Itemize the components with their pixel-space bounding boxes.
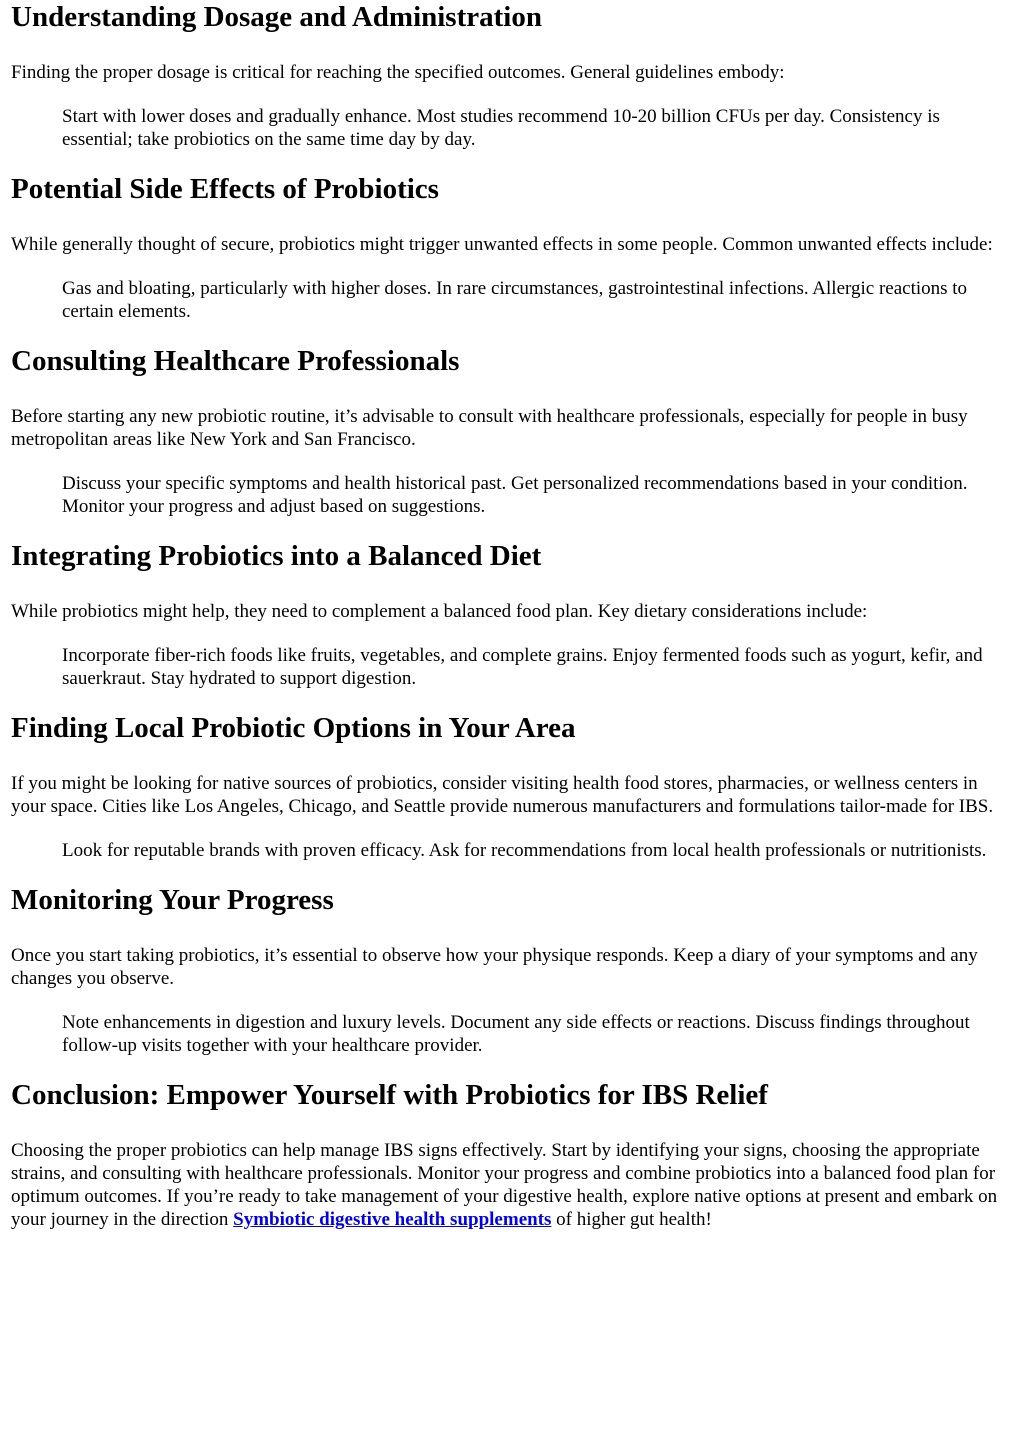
conclusion-text: Choosing the proper probiotics can help manage IBS signs effectively. Start by identifying your signs, choosing the appropriate strains, and consulting with healthcare professionals. Monitor your progress and combine probiotics into a balanced food plan for optimum outcomes. If you’re ready to take management of your digestive health, explore native options at present and embark on your journey in the direction — [11, 1140, 998, 1230]
section-detail: Start with lower doses and gradually enhance. Most studies recommend 10-20 billion CFUs per day. Consistency is essential; take probiotics on the same time day by day. — [62, 106, 940, 150]
section-heading: Integrating Probiotics into a Balanced Diet — [11, 540, 542, 572]
section-diet — [11, 539, 1013, 711]
section-detail: Incorporate fiber-rich foods like fruits, vegetables, and complete grains. Enjoy fermented foods such as yogurt, kefir, and sauerkraut. Stay hydrated to support digestion. — [62, 645, 983, 689]
section-heading: Monitoring Your Progress — [11, 884, 334, 916]
conclusion-heading: Conclusion: Empower Yourself with Probiotics for IBS Relief — [11, 1079, 768, 1111]
section-consulting — [11, 344, 1013, 539]
section-conclusion — [11, 1078, 1013, 1231]
section-heading: Finding Local Probiotic Options in Your Area — [11, 712, 576, 744]
conclusion-text-end: of higher gut health! — [551, 1209, 712, 1230]
section-intro: Once you start taking probiotics, it’s essential to observe how your physique responds. Keep a diary of your symptoms and any changes you observe. — [11, 945, 978, 989]
section-detail: Note enhancements in digestion and luxury levels. Document any side effects or reactions. Discuss findings throughout follow-up visits together with your healthcare provider. — [62, 1012, 970, 1056]
section-local-options — [11, 711, 1013, 883]
supplements-link[interactable]: Symbiotic digestive health supplements — [233, 1209, 552, 1230]
section-dosage — [11, 0, 1013, 172]
section-detail: Gas and bloating, particularly with higher doses. In rare circumstances, gastrointestinal infections. Allergic reactions to certain elements. — [62, 278, 968, 322]
section-intro: Finding the proper dosage is critical for reaching the specified outcomes. General guidelines embody: — [11, 62, 785, 83]
section-monitoring — [11, 883, 1013, 1078]
section-detail: Look for reputable brands with proven efficacy. Ask for recommendations from local health professionals or nutritionists. — [62, 840, 987, 861]
section-intro: While generally thought of secure, probiotics might trigger unwanted effects in some people. Common unwanted effects include: — [11, 234, 993, 255]
section-heading: Consulting Healthcare Professionals — [11, 345, 460, 377]
section-heading: Potential Side Effects of Probiotics — [11, 173, 439, 205]
section-intro: While probiotics might help, they need to complement a balanced food plan. Key dietary considerations include: — [11, 601, 868, 622]
section-intro: Before starting any new probiotic routine, it’s advisable to consult with healthcare professionals, especially for people in busy metropolitan areas like New York and San Francisco. — [11, 406, 968, 450]
section-detail: Discuss your specific symptoms and health historical past. Get personalized recommendations based in your condition. Monitor your progress and adjust based on suggestions. — [62, 473, 968, 517]
section-heading: Understanding Dosage and Administration — [11, 1, 542, 33]
section-intro: If you might be looking for native sources of probiotics, consider visiting health food stores, pharmacies, or wellness centers in your space. Cities like Los Angeles, Chicago, and Seattle provide numerous manufacturers and formulations tailor-made for IBS. — [11, 773, 994, 817]
conclusion-paragraph — [11, 1139, 1013, 1231]
section-side-effects — [11, 172, 1013, 344]
